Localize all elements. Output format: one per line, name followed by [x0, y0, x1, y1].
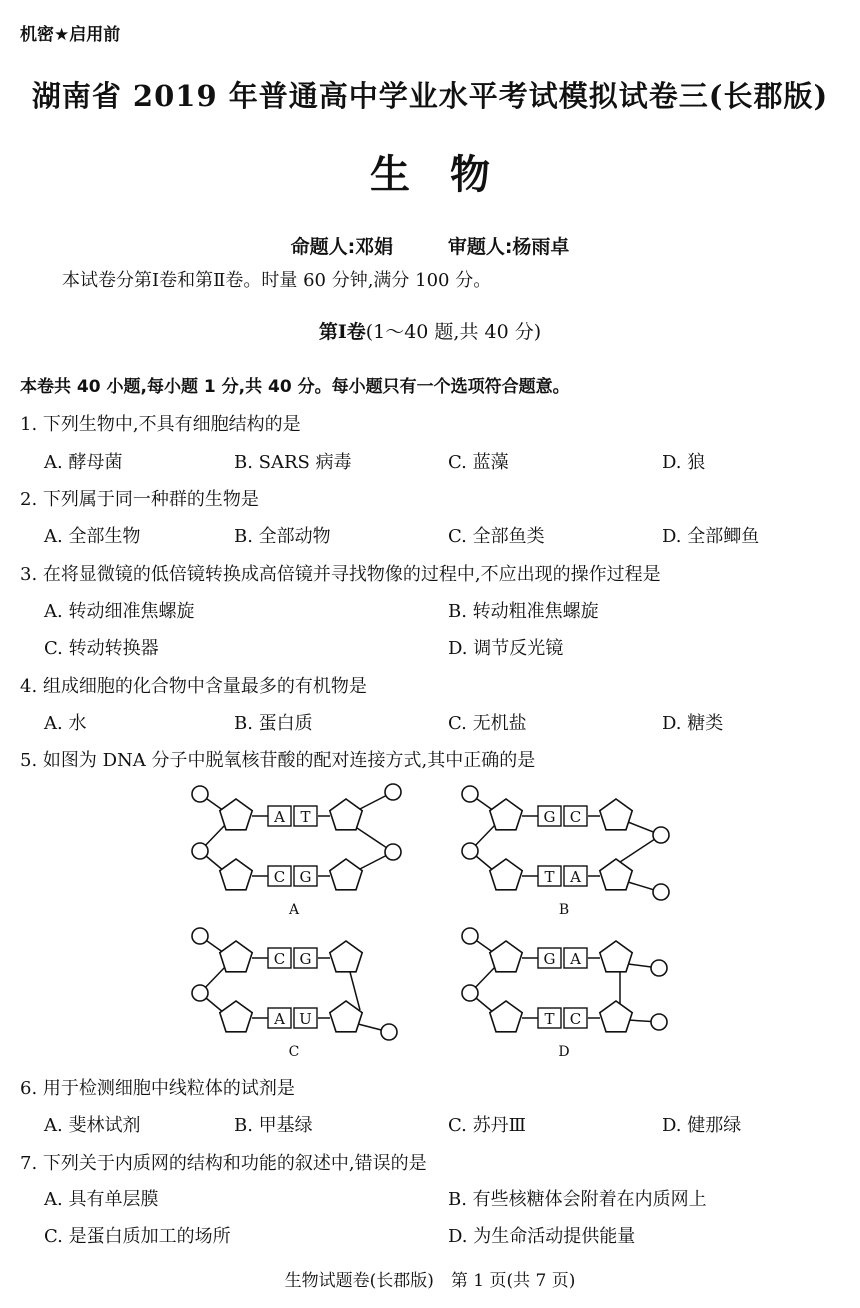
option: D. 糖类: [662, 713, 724, 734]
phosphate-circle: [462, 928, 478, 944]
base-letter: C: [569, 808, 582, 826]
deoxyribose-pentagon: [220, 941, 252, 972]
option: A. 水: [44, 713, 87, 734]
base-letter: A: [570, 868, 581, 886]
base-letter: G: [543, 950, 556, 968]
phosphate-circle: [192, 985, 208, 1001]
question-stem: 2. 下列属于同一种群的生物是: [20, 489, 259, 510]
option: A. 斐林试剂: [44, 1115, 141, 1136]
base-letter: C: [273, 950, 286, 968]
page-footer: 生物试题卷(长郡版) 第 1 页(共 7 页): [284, 1271, 576, 1291]
deoxyribose-pentagon: [330, 941, 362, 972]
confidential-label: 机密★启用前: [20, 25, 121, 45]
deoxyribose-pentagon: [600, 1001, 632, 1032]
deoxyribose-pentagon: [490, 859, 522, 890]
option: B. 转动粗准焦螺旋: [448, 601, 599, 622]
base-letter: C: [273, 868, 286, 886]
phosphate-circle: [462, 786, 478, 802]
option: B. 甲基绿: [234, 1115, 313, 1136]
diagram-label: B: [558, 902, 570, 918]
deoxyribose-pentagon: [330, 799, 362, 830]
subject-title: 生物: [370, 151, 530, 198]
base-letter: A: [274, 808, 285, 826]
option: A. 转动细准焦螺旋: [44, 601, 195, 622]
base-letter: T: [544, 868, 555, 886]
option: D. 为生命活动提供能量: [448, 1226, 636, 1247]
option: A. 具有单层膜: [44, 1189, 159, 1210]
deoxyribose-pentagon: [490, 799, 522, 830]
deoxyribose-pentagon: [220, 859, 252, 890]
part-range: (1～40 题,共 40 分): [365, 321, 542, 343]
setter-name: 命题人:邓娟: [290, 236, 394, 258]
phosphate-circle: [651, 960, 667, 976]
exam-intro: 本试卷分第Ⅰ卷和第Ⅱ卷。时量 60 分钟,满分 100 分。: [62, 270, 492, 291]
base-letter: U: [299, 1010, 312, 1028]
deoxyribose-pentagon: [600, 859, 632, 890]
option: C. 全部鱼类: [448, 526, 545, 547]
deoxyribose-pentagon: [220, 1001, 252, 1032]
phosphate-circle: [192, 786, 208, 802]
question-stem: 3. 在将显微镜的低倍镜转换成高倍镜并寻找物像的过程中,不应出现的操作过程是: [20, 564, 661, 585]
phosphate-circle: [192, 843, 208, 859]
base-letter: T: [544, 1010, 555, 1028]
option: C. 无机盐: [448, 713, 527, 734]
option: D. 健那绿: [662, 1115, 742, 1136]
option: A. 酵母菌: [44, 452, 123, 473]
option: C. 是蛋白质加工的场所: [44, 1226, 231, 1247]
deoxyribose-pentagon: [600, 941, 632, 972]
question-stem: 1. 下列生物中,不具有细胞结构的是: [20, 414, 301, 435]
option: B. SARS 病毒: [234, 452, 352, 473]
option: C. 苏丹Ⅲ: [448, 1115, 526, 1136]
diagram-label: C: [288, 1044, 300, 1060]
phosphate-circle: [385, 784, 401, 800]
option: D. 狼: [662, 452, 706, 473]
option: C. 蓝藻: [448, 452, 509, 473]
option: B. 全部动物: [234, 526, 331, 547]
reviewer-name: 审题人:杨雨卓: [447, 236, 570, 258]
option: C. 转动转换器: [44, 638, 159, 659]
option: A. 全部生物: [44, 526, 141, 547]
deoxyribose-pentagon: [330, 859, 362, 890]
base-letter: C: [569, 1010, 582, 1028]
question-stem: 6. 用于检测细胞中线粒体的试剂是: [20, 1078, 295, 1099]
option: B. 有些核糖体会附着在内质网上: [448, 1189, 707, 1210]
deoxyribose-pentagon: [490, 1001, 522, 1032]
deoxyribose-pentagon: [490, 941, 522, 972]
phosphate-circle: [385, 844, 401, 860]
base-letter: A: [570, 950, 581, 968]
option: D. 全部鲫鱼: [662, 526, 760, 547]
dna-diagram-a: [192, 784, 401, 918]
diagram-label: D: [558, 1044, 570, 1060]
dna-diagram-c: [192, 928, 397, 1060]
diagram-label: A: [288, 902, 300, 918]
phosphate-circle: [653, 884, 669, 900]
exam-title: 湖南省 2019 年普通高中学业水平考试模拟试卷三(长郡版): [31, 79, 829, 113]
part-instruction: 本卷共 40 小题,每小题 1 分,共 40 分。每小题只有一个选项符合题意。: [20, 377, 570, 397]
phosphate-circle: [381, 1024, 397, 1040]
option: D. 调节反光镜: [448, 638, 564, 659]
phosphate-circle: [651, 1014, 667, 1030]
question-stem: 7. 下列关于内质网的结构和功能的叙述中,错误的是: [20, 1153, 427, 1174]
part-title: 第Ⅰ卷: [318, 321, 366, 343]
base-letter: T: [300, 808, 311, 826]
phosphate-circle: [192, 928, 208, 944]
dna-diagram-b: [462, 786, 669, 918]
question-stem: 4. 组成细胞的化合物中含量最多的有机物是: [20, 676, 367, 697]
base-letter: G: [299, 868, 312, 886]
dna-diagram-d: [462, 928, 667, 1060]
deoxyribose-pentagon: [330, 1001, 362, 1032]
base-letter: G: [543, 808, 556, 826]
phosphate-circle: [653, 827, 669, 843]
deoxyribose-pentagon: [220, 799, 252, 830]
base-letter: G: [299, 950, 312, 968]
option: B. 蛋白质: [234, 713, 313, 734]
question-stem: 5. 如图为 DNA 分子中脱氧核苷酸的配对连接方式,其中正确的是: [20, 750, 536, 771]
phosphate-circle: [462, 843, 478, 859]
phosphate-circle: [462, 985, 478, 1001]
base-letter: A: [274, 1010, 285, 1028]
deoxyribose-pentagon: [600, 799, 632, 830]
